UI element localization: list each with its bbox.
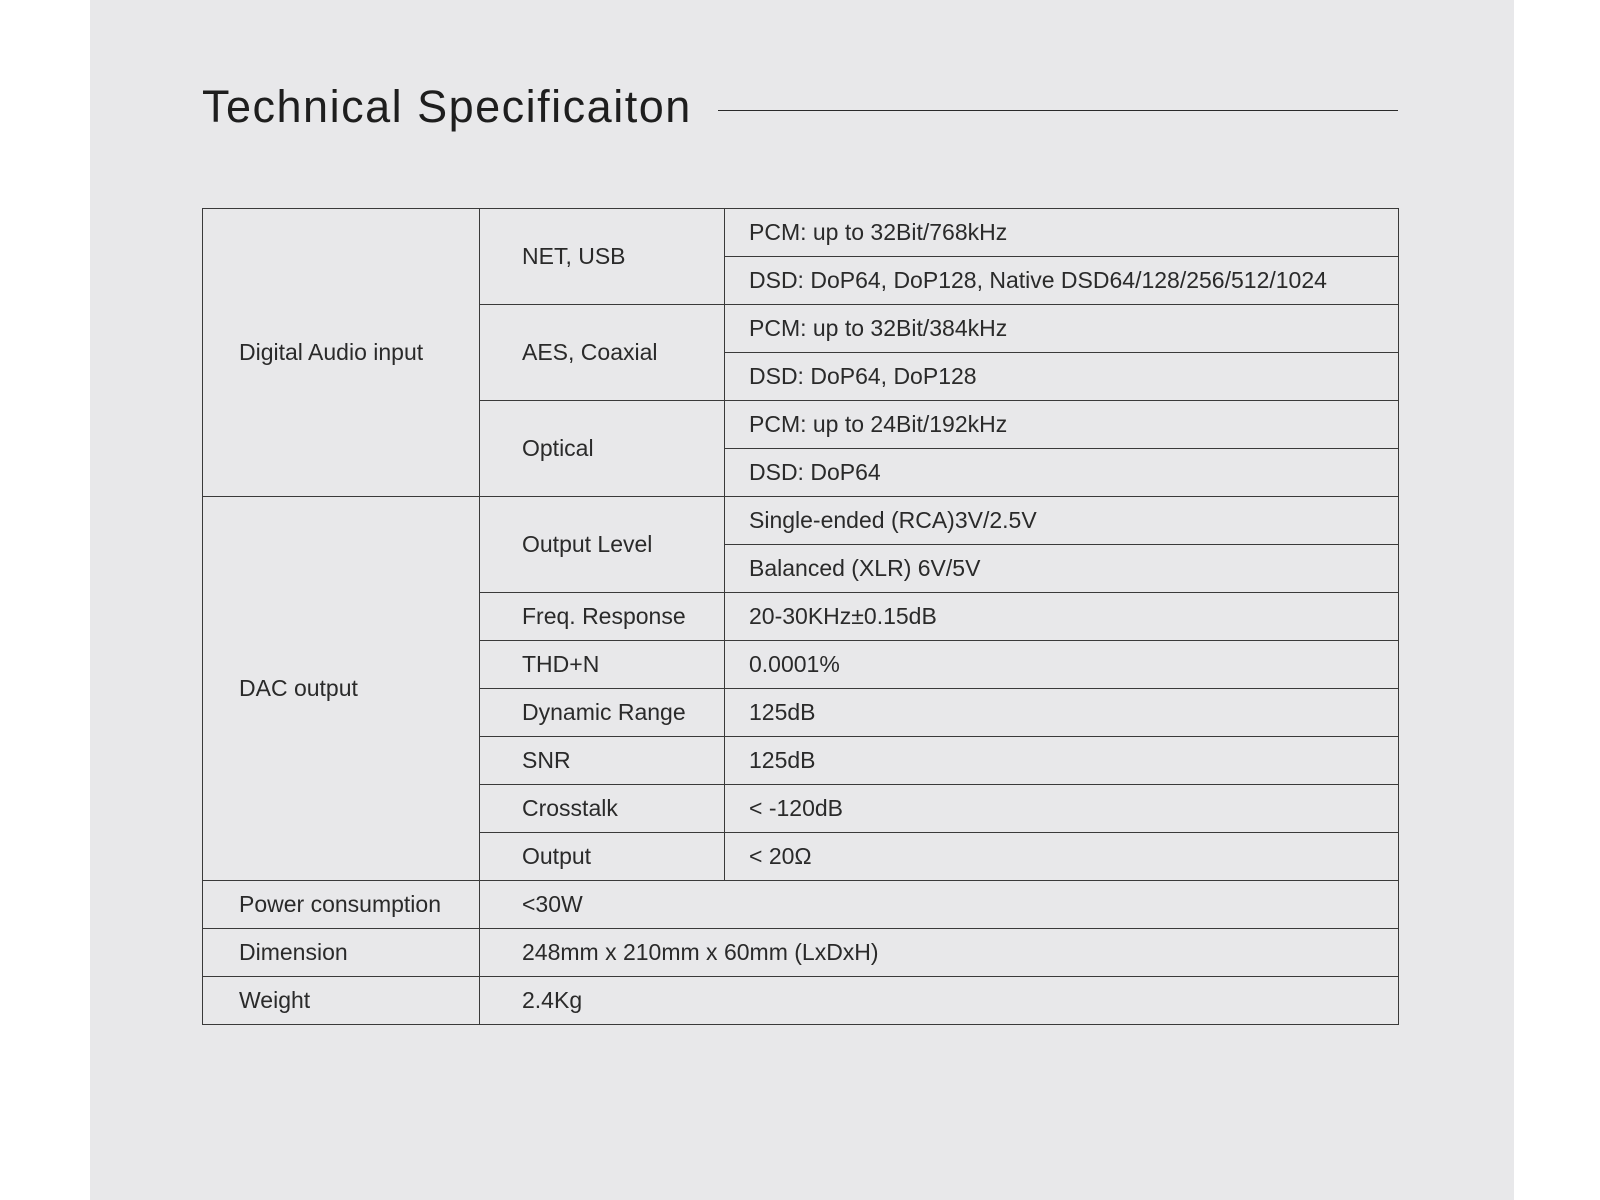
row-label-power-consumption: Power consumption — [203, 881, 480, 929]
group-label-snr: SNR — [480, 737, 725, 785]
title-divider — [718, 110, 1398, 111]
row-value-power-consumption: <30W — [480, 881, 1399, 929]
spec-value: DSD: DoP64, DoP128, Native DSD64/128/256/512/1024 — [725, 257, 1399, 305]
spec-value: < -120dB — [725, 785, 1399, 833]
group-label-freq-response: Freq. Response — [480, 593, 725, 641]
table-row — [203, 209, 1399, 257]
spec-table — [202, 208, 1399, 1025]
table-row — [203, 497, 1399, 545]
group-label-output: Output — [480, 833, 725, 881]
section-label-dac-output: DAC output — [203, 497, 480, 881]
spec-page — [90, 0, 1514, 1200]
group-label-dynamic-range: Dynamic Range — [480, 689, 725, 737]
group-label-output-level: Output Level — [480, 497, 725, 593]
row-value-dimension: 248mm x 210mm x 60mm (LxDxH) — [480, 929, 1399, 977]
spec-value: PCM: up to 24Bit/192kHz — [725, 401, 1399, 449]
spec-value: Balanced (XLR) 6V/5V — [725, 545, 1399, 593]
row-value-weight: 2.4Kg — [480, 977, 1399, 1025]
heading-row — [202, 72, 1398, 142]
table-row — [203, 929, 1399, 977]
spec-value: 125dB — [725, 689, 1399, 737]
group-label-net-usb: NET, USB — [480, 209, 725, 305]
spec-value: PCM: up to 32Bit/384kHz — [725, 305, 1399, 353]
group-label-crosstalk: Crosstalk — [480, 785, 725, 833]
spec-value: PCM: up to 32Bit/768kHz — [725, 209, 1399, 257]
page-title: Technical Specificaiton — [202, 81, 692, 132]
spec-value: 0.0001% — [725, 641, 1399, 689]
row-label-weight: Weight — [203, 977, 480, 1025]
group-label-optical: Optical — [480, 401, 725, 497]
table-row — [203, 977, 1399, 1025]
spec-value: 20-30KHz±0.15dB — [725, 593, 1399, 641]
spec-value: DSD: DoP64 — [725, 449, 1399, 497]
table-row — [203, 881, 1399, 929]
section-label-digital-audio-input: Digital Audio input — [203, 209, 480, 497]
group-label-thd-n: THD+N — [480, 641, 725, 689]
group-label-aes-coaxial: AES, Coaxial — [480, 305, 725, 401]
spec-value: < 20Ω — [725, 833, 1399, 881]
spec-value: Single-ended (RCA)3V/2.5V — [725, 497, 1399, 545]
row-label-dimension: Dimension — [203, 929, 480, 977]
spec-value: DSD: DoP64, DoP128 — [725, 353, 1399, 401]
spec-value: 125dB — [725, 737, 1399, 785]
spec-table-body — [203, 209, 1399, 1025]
